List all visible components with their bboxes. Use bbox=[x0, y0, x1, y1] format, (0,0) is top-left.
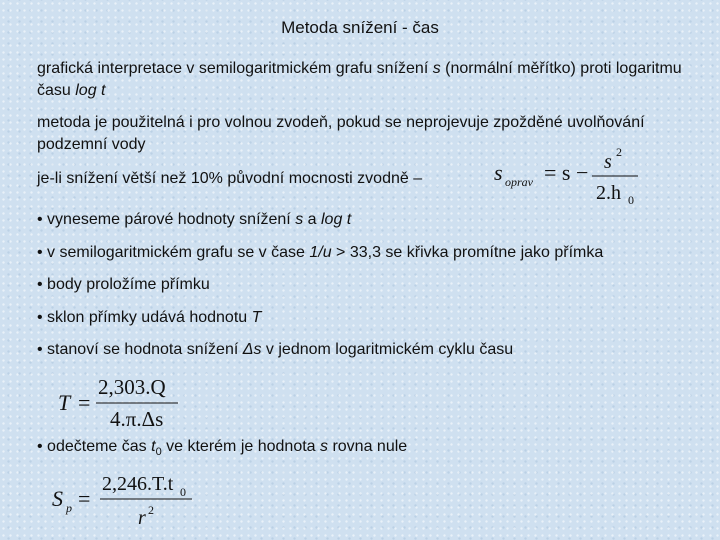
text: v jednom logaritmickém cyklu času bbox=[261, 341, 514, 358]
text: a bbox=[303, 211, 321, 228]
formula-corrected-drawdown bbox=[488, 146, 648, 208]
formula-denominator: 4.π.Δs bbox=[110, 407, 164, 431]
symbol-delta-s: Δs bbox=[242, 341, 262, 358]
formula-lhs: T bbox=[58, 390, 71, 415]
symbol-log-t: log t bbox=[75, 82, 106, 99]
bullet-straight-line bbox=[37, 243, 603, 263]
text: • v semilogaritmickém grafu se v čase bbox=[37, 244, 310, 261]
bullet-delta-s bbox=[37, 340, 513, 360]
symbol-1-over-u: 1/u bbox=[309, 244, 337, 261]
text: • odečteme čas bbox=[37, 438, 152, 455]
formula-lhs: s bbox=[494, 160, 503, 185]
bullet-plot-pairs bbox=[37, 210, 351, 230]
formula-denominator: 2.h bbox=[596, 182, 621, 204]
formula-storativity bbox=[46, 468, 206, 534]
text: > 33,3 se křivka promítne jako přímka bbox=[336, 244, 604, 261]
formula-equals: = bbox=[78, 486, 91, 511]
symbol-s: s bbox=[320, 438, 328, 455]
text: ve kterém je hodnota bbox=[161, 438, 320, 455]
formula-numerator: 2,303.Q bbox=[98, 375, 166, 399]
slide-title: Metoda snížení - čas bbox=[281, 18, 439, 37]
text: • vyneseme párové hodnoty snížení bbox=[37, 211, 296, 228]
paragraph-condition: je-li snížení větší než 10% původní mocnosti zvodně – bbox=[37, 170, 423, 187]
symbol-log-t: log t bbox=[321, 211, 352, 228]
symbol-T: T bbox=[251, 309, 262, 326]
bullet-read-time bbox=[37, 437, 407, 462]
symbol-t: t bbox=[151, 438, 156, 455]
text: • sklon přímky udává hodnotu bbox=[37, 309, 252, 326]
symbol-s: s bbox=[295, 211, 304, 228]
formula-numerator: s bbox=[604, 151, 612, 173]
formula-denominator: r bbox=[138, 507, 146, 529]
bullet-slope bbox=[37, 308, 261, 328]
formula-numerator-sup: 2 bbox=[616, 146, 622, 159]
bullet-fit-line: • body proložíme přímku bbox=[37, 276, 210, 293]
formula-numerator: 2,246.T.t bbox=[102, 473, 174, 495]
text: (normální měřítko) proti logaritmu času bbox=[37, 60, 682, 99]
formula-equals: = s − bbox=[544, 160, 589, 185]
formula-denominator-sub: 0 bbox=[628, 193, 634, 207]
formula-lhs-subscript: oprav bbox=[505, 175, 533, 189]
formula-lhs: S bbox=[52, 486, 63, 511]
paragraph-applicability: metoda je použitelná i pro volnou zvodeň, pokud se neprojevuje zpožděné uvolňování podzemní vody bbox=[37, 114, 645, 153]
symbol-s: s bbox=[432, 60, 441, 77]
formula-lhs-subscript: p bbox=[66, 501, 72, 515]
formula-denominator-sup: 2 bbox=[148, 503, 154, 517]
text: grafická interpretace v semilogaritmickém grafu snížení bbox=[37, 60, 433, 77]
text: rovna nule bbox=[328, 438, 408, 455]
formula-numerator-sub: 0 bbox=[180, 485, 186, 499]
formula-transmissivity bbox=[52, 372, 192, 432]
subscript-0: 0 bbox=[155, 446, 162, 459]
paragraph-interpretation bbox=[37, 58, 697, 102]
formula-equals: = bbox=[78, 390, 91, 415]
text: • stanoví se hodnota snížení bbox=[37, 341, 243, 358]
